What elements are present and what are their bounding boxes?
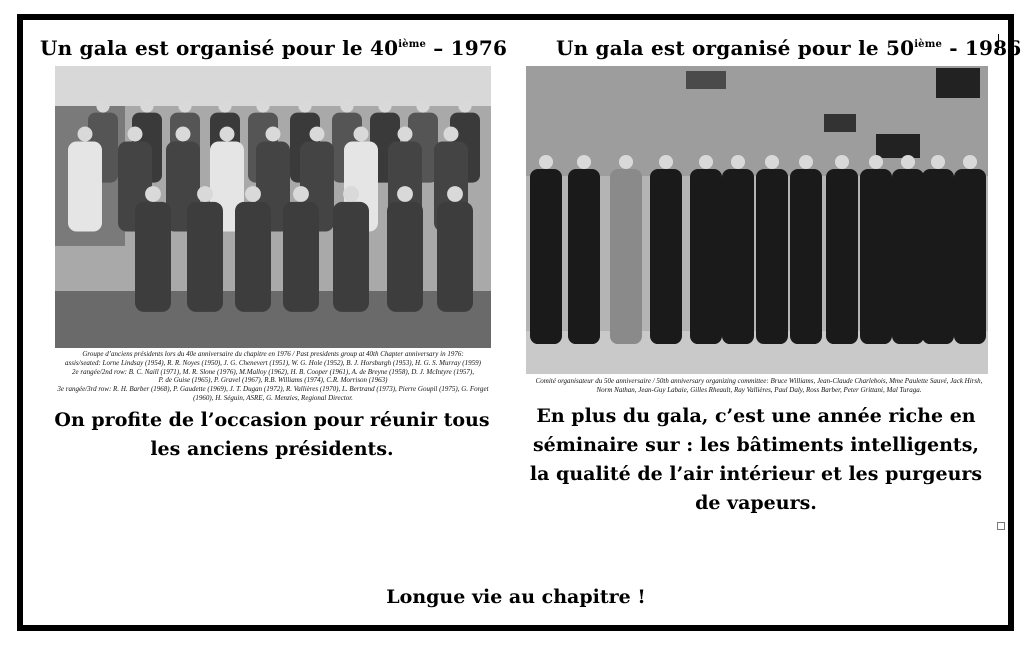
person-head <box>354 127 369 142</box>
person-head <box>416 99 429 112</box>
person-head <box>245 186 261 202</box>
person-body <box>135 202 171 312</box>
person-head <box>869 155 883 169</box>
person-body <box>187 202 223 312</box>
person-body <box>954 169 986 344</box>
person-head <box>447 186 463 202</box>
person-body <box>568 169 600 344</box>
person-head <box>539 155 553 169</box>
photo-1986-group <box>526 66 988 374</box>
person-body <box>437 202 473 312</box>
person-head <box>963 155 977 169</box>
person-body <box>860 169 892 344</box>
person-body <box>922 169 954 344</box>
person-head <box>931 155 945 169</box>
footer-text: Longue vie au chapitre ! <box>386 586 646 608</box>
left-title: Un gala est organisé pour le 40ième – 1976 <box>40 36 508 60</box>
person-body <box>68 141 102 231</box>
person-head <box>293 186 309 202</box>
person-head <box>343 186 359 202</box>
person-body <box>892 169 924 344</box>
right-body-text: En plus du gala, c’est une année riche en séminaire sur : les bâtiments intelligents, la qualité de l’air intérieur et les purgeurs de vapeurs. <box>529 405 983 514</box>
photo-1976-group <box>55 66 491 348</box>
person-body <box>690 169 722 344</box>
person-head <box>659 155 673 169</box>
person-head <box>128 127 143 142</box>
person-head <box>78 127 93 142</box>
person-body <box>333 202 369 312</box>
person-body <box>235 202 271 312</box>
person-body <box>283 202 319 312</box>
person-head <box>444 127 459 142</box>
person-body <box>387 202 423 312</box>
person-head <box>145 186 161 202</box>
person-head <box>178 99 191 112</box>
person-head <box>298 99 311 112</box>
person-head <box>310 127 325 142</box>
person-head <box>799 155 813 169</box>
person-head <box>197 186 213 202</box>
person-body <box>790 169 822 344</box>
person-head <box>256 99 269 112</box>
right-title: Un gala est organisé pour le 50ième - 1986 <box>556 36 1022 60</box>
person-head <box>901 155 915 169</box>
person-head <box>619 155 633 169</box>
person-head <box>458 99 471 112</box>
person-body <box>756 169 788 344</box>
person-head <box>220 127 235 142</box>
caption-1986: Comité organisateur du 50e anniversaire / 50th anniversary organizing committee: Bruce Williams, Jean-Claude Charlebois, Mme Paulette Sauvé, Jack Hirsh, Norm Nathan, Jean-Guy Labaie, Gilles Rheault, Ray Vallières, Paul Daly, Ross Barber, Peter Grittani, Mal Turaga. <box>535 377 983 394</box>
person-body <box>826 169 858 344</box>
person-head <box>397 186 413 202</box>
person-body <box>610 169 642 344</box>
person-head <box>176 127 191 142</box>
person-head <box>835 155 849 169</box>
person-head <box>218 99 231 112</box>
person-head <box>731 155 745 169</box>
person-body <box>650 169 682 344</box>
resize-handle[interactable] <box>997 522 1005 530</box>
left-body-text: On profite de l’occasion pour réunir tous les anciens présidents. <box>54 409 490 460</box>
person-head <box>378 99 391 112</box>
person-body <box>530 169 562 344</box>
person-body <box>722 169 754 344</box>
person-head <box>96 99 109 112</box>
person-head <box>340 99 353 112</box>
person-head <box>398 127 413 142</box>
person-head <box>140 99 153 112</box>
caption-1976: Groupe d’anciens présidents lors du 40e anniversaire du chapitre en 1976 / Past presidents group at 40th Chapter anniversary in 1976: assis/seated: Lorne Lindsay (1954), R. R. Noyes (1950), J. G. Chenevert (1951), W. G. Hole (1952), B. J. Horsburgh (1953), H. G. S. Murray (1959) 2e rangée/2nd row: B. C. Naill (1971), M. R. Slone (1976), M.Malloy (1962), H. B. Cooper (1961), A. de Breyne (1958), D. J. McIntyre (1957), P. de Guise (1965), P. Gravel (1967), R.B. Williams (1974), C.R. Morrison (1963) 3e rangée/3rd row: R. H. Barber (1968), P. Gaudette (1969), J. T. Dugan (1972), R. Vallières (1970), L. Bertrand (1973), Pierre Goupil (1975), G. Forget (1960), H. Séguin, ASRE, G. Menzies, Regional Director. <box>57 350 489 402</box>
person-head <box>765 155 779 169</box>
person-head <box>699 155 713 169</box>
person-head <box>577 155 591 169</box>
person-head <box>266 127 281 142</box>
